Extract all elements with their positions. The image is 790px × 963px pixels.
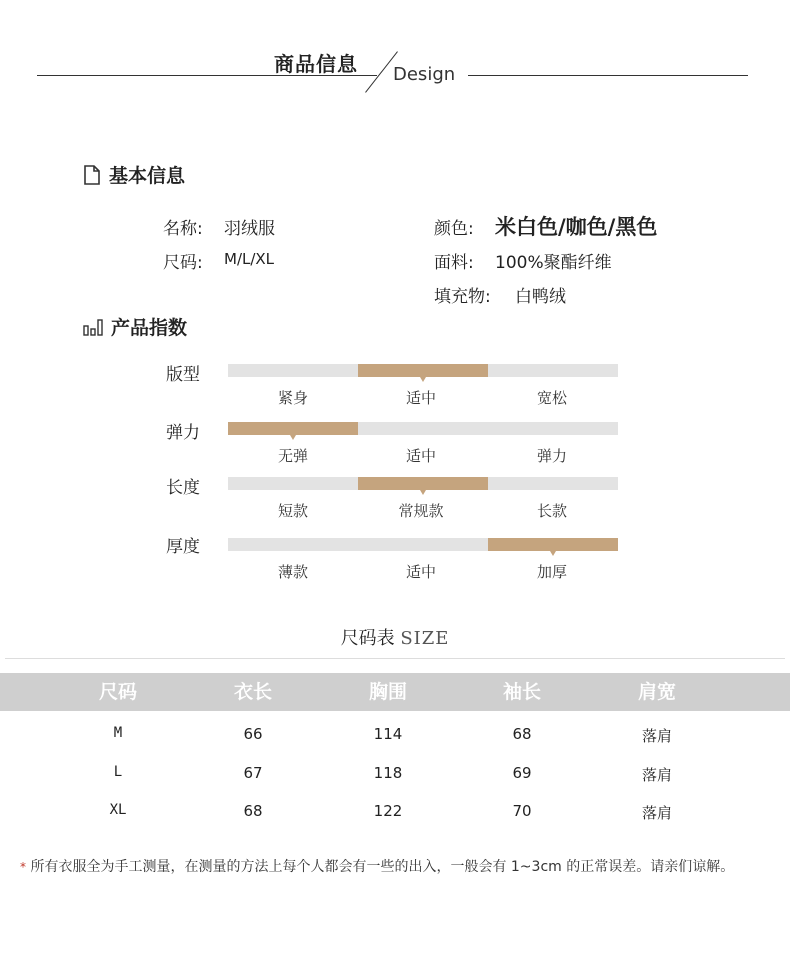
table-size-cell: XL <box>109 802 127 818</box>
table-header-cell: 尺码 <box>98 681 137 703</box>
scale-option: 适中 <box>405 447 436 465</box>
table-header-cell: 胸围 <box>368 681 407 703</box>
scale-label: 版型 <box>166 365 200 385</box>
name-label: 名称: <box>163 219 203 239</box>
table-header-cell: 衣长 <box>233 681 272 703</box>
scale-option: 无弹 <box>277 447 308 465</box>
scale-track <box>228 364 618 377</box>
table-cell: 118 <box>373 764 403 782</box>
scale-option: 薄款 <box>277 563 308 581</box>
scale-option: 紧身 <box>277 389 308 407</box>
fabric-label: 面料: <box>434 253 474 273</box>
filling-value: 白鸭绒 <box>515 287 566 307</box>
scale-selected-marker <box>228 422 358 435</box>
table-cell: 68 <box>243 802 263 820</box>
note-text: 所有衣服全为手工测量，在测量的方法上每个人都会有一些的出入，一般会有 1~3cm 的正常误差。请亲们谅解。 <box>30 859 735 875</box>
table-cell: 69 <box>512 764 532 782</box>
scale-option: 常规款 <box>398 502 444 520</box>
scale-option: 宽松 <box>536 389 567 407</box>
size-top-divider <box>5 658 785 659</box>
color-value: 米白色/咖色/黑色 <box>495 215 658 239</box>
note-mark: * <box>20 860 26 874</box>
table-cell: 落肩 <box>641 727 672 745</box>
basic-info-title: 基本信息 <box>109 165 186 187</box>
basic-info-heading <box>83 161 185 188</box>
table-cell: 114 <box>373 725 403 743</box>
table-cell: 122 <box>373 802 403 820</box>
scale-option: 加厚 <box>536 563 567 581</box>
header-subtitle: Design <box>393 64 456 85</box>
bar-chart-icon <box>83 317 103 337</box>
table-cell: 落肩 <box>641 766 672 784</box>
size-title-en: SIZE <box>400 628 450 649</box>
size-title-cn: 尺码表 <box>340 628 395 649</box>
scale-track <box>228 477 618 490</box>
scale-label: 厚度 <box>166 537 200 557</box>
table-cell: 落肩 <box>641 804 672 822</box>
scale-selected-marker <box>358 364 488 377</box>
size-label: 尺码: <box>163 253 203 273</box>
scale-option: 短款 <box>277 502 308 520</box>
product-index-heading <box>83 313 187 340</box>
scale-label: 长度 <box>166 478 200 498</box>
header-line-right <box>468 75 748 76</box>
table-cell: 70 <box>512 802 532 820</box>
table-header-cell: 肩宽 <box>637 681 676 703</box>
filling-label: 填充物: <box>434 287 491 307</box>
table-size-cell: L <box>113 764 123 780</box>
size-table-title <box>0 624 790 650</box>
table-cell: 66 <box>243 725 263 743</box>
scale-track <box>228 538 618 551</box>
scale-track <box>228 422 618 435</box>
scale-selected-marker <box>488 538 618 551</box>
color-label: 颜色: <box>434 219 474 239</box>
table-size-cell: M <box>113 725 123 741</box>
size-table-header <box>0 673 790 711</box>
scale-option: 长款 <box>536 502 567 520</box>
scale-option: 适中 <box>405 389 436 407</box>
name-value: 羽绒服 <box>224 219 275 239</box>
table-cell: 67 <box>243 764 263 782</box>
scale-option: 适中 <box>405 563 436 581</box>
table-header-cell: 袖长 <box>502 681 541 703</box>
scale-selected-marker <box>358 477 488 490</box>
document-icon <box>83 165 101 185</box>
header-title: 商品信息 <box>274 52 358 76</box>
size-value: M/L/XL <box>224 250 275 268</box>
fabric-value: 100%聚酯纤维 <box>495 253 612 273</box>
scale-option: 弹力 <box>536 447 567 465</box>
table-cell: 68 <box>512 725 532 743</box>
measurement-note <box>20 856 734 876</box>
product-index-title: 产品指数 <box>111 317 188 339</box>
scale-label: 弹力 <box>166 423 200 443</box>
